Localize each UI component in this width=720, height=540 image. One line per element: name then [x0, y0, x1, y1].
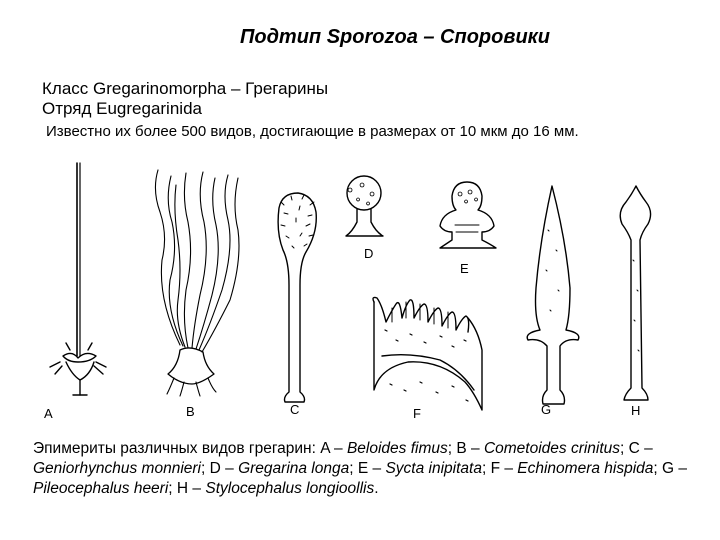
label-c: C: [290, 402, 300, 417]
epimerite-g-drawing: [527, 186, 579, 404]
label-a: A: [44, 406, 53, 421]
caption-sep-a: ;: [447, 440, 457, 457]
label-b: B: [186, 404, 195, 419]
caption-sep-f: ;: [653, 460, 663, 477]
label-h: H: [631, 403, 641, 418]
caption-species-f: Echinomera hispida: [517, 460, 654, 477]
epimerite-a-drawing: [50, 163, 106, 395]
label-e: E: [460, 261, 469, 276]
caption-letter-c: C –: [628, 440, 653, 457]
class-line: Класс Gregarinomorpha – Грегарины: [42, 79, 329, 98]
caption-species-e: Sycta inipitata: [385, 460, 482, 477]
epimerite-h-drawing: [620, 186, 650, 400]
caption-sep-b: ;: [620, 440, 629, 457]
caption-letter-d: D –: [209, 460, 239, 477]
caption-species-b: Cometoides crinitus: [483, 440, 621, 457]
order-line: Отряд Eugregarinida: [42, 99, 202, 118]
epimerite-d-drawing: [346, 176, 383, 236]
caption-sep-h: .: [374, 480, 379, 497]
caption-letter-b: B –: [456, 440, 484, 457]
species-note: Известно их более 500 видов, достигающие в размерах от 10 мкм до 16 мм.: [46, 123, 579, 140]
caption-species-d: Gregarina longa: [238, 460, 350, 477]
caption-sep-e: ;: [481, 460, 491, 477]
caption-sep-c: ;: [201, 460, 210, 477]
label-g: G: [541, 402, 552, 417]
caption-sep-g: ;: [168, 480, 177, 497]
figure-caption: [33, 439, 705, 499]
caption-letter-a: A –: [320, 440, 347, 457]
caption-letter-f: F –: [490, 460, 518, 477]
label-d: D: [364, 246, 374, 261]
caption-species-c: Geniorhynchus monnieri: [33, 460, 202, 477]
caption-species-h: Stylocephalus longioollis: [205, 480, 375, 497]
caption-species-a: Beloides fimus: [346, 440, 448, 457]
label-f: F: [413, 406, 421, 421]
caption-sep-d: ;: [349, 460, 358, 477]
page-title: Подтип Sporozoa – Споровики: [239, 26, 551, 48]
epimerite-f-drawing: [373, 298, 482, 411]
caption-letter-e: E –: [357, 460, 386, 477]
epimerite-c-drawing: [278, 193, 316, 402]
epimerite-b-drawing: [155, 170, 239, 396]
caption-letter-h: H –: [176, 480, 206, 497]
caption-letter-g: G –: [662, 460, 688, 477]
caption-intro: Эпимериты различных видов грегарин:: [33, 440, 321, 457]
caption-species-g: Pileocephalus heeri: [33, 480, 169, 497]
epimerite-e-drawing: [440, 182, 496, 248]
